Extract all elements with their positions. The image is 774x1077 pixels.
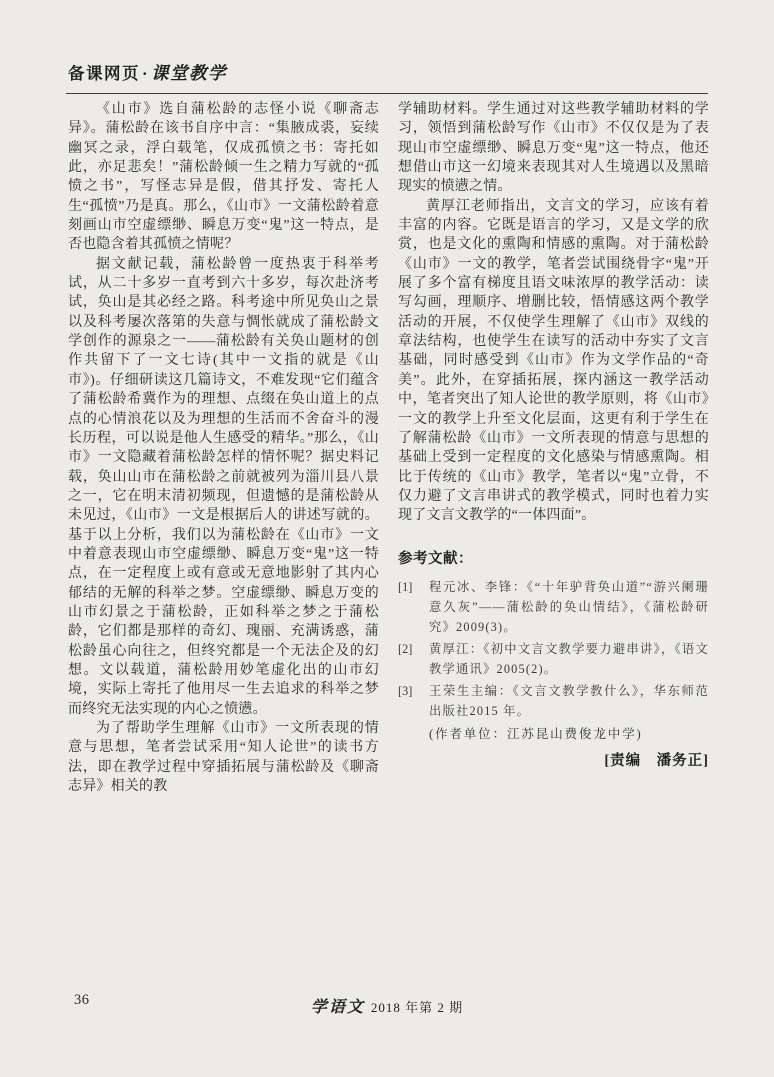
reference-number: [3] [398, 683, 413, 698]
reference-number: [2] [398, 641, 413, 656]
right-column [398, 100, 709, 796]
reference-text: 黄厚江：《初中文言文教学要力避串讲》，《语文教学通讯》2005(2)。 [429, 641, 709, 676]
article-body [68, 100, 709, 796]
section-header [68, 60, 227, 85]
paragraph-method-continued: 学辅助材料。学生通过对这些教学辅助材料的学习，领悟到蒲松龄写作《山市》不仅仅是为了表现山市空虚缥缈、瞬息万变“鬼”这一特点，他还想借山市这一幻境来表现其对人生境遇以及黑暗现实的愤懑之情。 [398, 102, 709, 195]
editor-credit: [责编 潘务正] [604, 752, 709, 769]
author-affiliation-note: (作者单位：江苏昆山费俊龙中学) [429, 726, 643, 741]
reference-item [398, 577, 709, 637]
paragraph-conclusion: 黄厚江老师指出，文言文的学习，应该有着丰富的内容。它既是语言的学习，又是文学的欣赏，也是文化的熏陶和情感的熏陶。对于蒲松龄《山市》一文的教学，笔者尝试围绕骨字“鬼”开展了多个富有梯度且语文味浓厚的教学活动：读写勾画，理顺序、增删比较，悟情感这两个教学活动的开展，不仅使学生理解了《山市》双线的章法结构，也使学生在读写的活动中夯实了文言基础，同时感受到《山市》作为文学作品的“奇美”。此外，在穿插拓展，探内涵这一教学活动中，笔者突出了知人论世的教学原则，将《山市》一文的教学上升至文化层面，这更有利于学生在了解蒲松龄《山市》一文所表现的情意与思想的基础上受到一定程度的文化感染与情感熏陶。相比于传统的《山市》教学，笔者以“鬼”立骨，不仅力避了文言串讲式的教学模式，同时也着力实现了文言文教学的“一体四面”。 [398, 198, 709, 524]
header-rule [66, 93, 708, 94]
left-column [68, 100, 379, 796]
journal-logo: 学语文 [310, 999, 365, 1016]
reference-text: 程元冰、李锋：《“十年驴背奂山道”“游兴阑珊意久灰”——蒲松龄的奂山情结》，《蒲松龄研究》2009(3)。 [429, 579, 709, 634]
paragraph-analysis: 据文献记载，蒲松龄曾一度热衷于科举考试，从二十多岁一直考到六十多岁，每次赴济考试，奂山是其必经之路。科考途中所见奂山之景以及科考屡次落第的失意与惆怅就成了蒲松龄文学创作的源泉之一——蒲松龄有关奂山题材的创作共留下了一文七诗(其中一文指的就是《山市》)。仔细研读这几篇诗文，不难发现“它们蕴含了蒲松龄希冀作为的理想、点缀在奂山道上的点点的心情浪花以及为理想的生活而不舍奋斗的漫长历程，可以说是他人生感受的精华。”那么，《山市》一文隐藏着蒲松龄怎样的情怀呢？据史料记载，奂山山市在蒲松龄之前就被列为淄川县八景之一，它在明末清初频现，但遗憾的是蒲松龄从未见过，《山市》一文是根据后人的讲述写就的。基于以上分析，我们以为蒲松龄在《山市》一文中着意表现山市空虚缥缈、瞬息万变“鬼”这一特点，在一定程度上或有意或无意地影射了其内心郁结的无解的科举之梦。空虚缥缈、瞬息万变的山市幻景之于蒲松龄，正如科举之梦之于蒲松龄，它们都是那样的奇幻、瑰丽、充满诱惑，蒲松龄虽心向往之，但终究都是一个无法企及的幻想。文以载道，蒲松龄用妙笔虚化出的山市幻境，实际上寄托了他用尽一生去追求的科举之梦而终究无法实现的内心之愤懑。 [68, 256, 379, 717]
section-separator-dot: · [142, 64, 150, 83]
reference-number: [1] [398, 579, 413, 594]
journal-footer [0, 994, 774, 1017]
section-topic-name: 课堂教学 [151, 63, 228, 83]
references-heading: 参考文献： [398, 550, 473, 567]
section-column-name: 备课网页 [68, 65, 140, 83]
reference-text: 王荣生主编：《文言文教学教什么》，华东师范出版社2015 年。 [429, 683, 709, 718]
page-number: 36 [74, 992, 90, 1008]
journal-issue: 2018 年第 2 期 [370, 1000, 464, 1015]
paragraph-method: 为了帮助学生理解《山市》一文所表现的情意与思想，笔者尝试采用“知人论世”的读书方法，即在教学过程中穿插拓展与蒲松龄及《聊斋志异》相关的教 [68, 721, 379, 795]
paragraph-intro: 《山市》选自蒲松龄的志怪小说《聊斋志异》。蒲松龄在该书自序中言：“集腋成裘，妄续幽冥之录，浮白载笔，仅成孤愤之书：寄托如此，亦足悲矣！”蒲松龄倾一生之精力写就的“孤愤之书”，写怪志异是假，借其抒发、寄托人生“孤愤”乃是真。那么，《山市》一文蒲松龄着意刻画山市空虚缥缈、瞬息万变“鬼”这一特点，是否也隐含着其孤愤之情呢？ [68, 102, 379, 253]
reference-item [398, 681, 709, 721]
reference-item [398, 639, 709, 679]
